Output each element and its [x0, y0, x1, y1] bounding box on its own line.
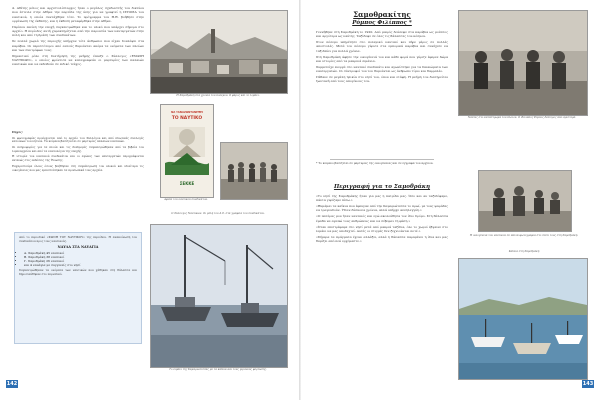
list-item: • Γ. Σαμοθράκη 26 ναυτικοί [24, 259, 137, 263]
paragraph: Σημαντικό ρόλο στη διατήρηση της μνήμης έπαιξε ο Σύλλογος «ΕΝΩΣΗ ΝΑΥΤΙΚΩΝ», ο οποίος φρόντισε να καταγραφούν οι μαρτυρίες των παλαιών ναυτικών και να εκδοθούν σε ειδικό τεύχος. [12, 53, 144, 67]
info-box-heading: ΝΑΥΛΑ ΣΤΑ ΝΑΥΑΓΙΑ [57, 245, 99, 250]
paragraph: Συμμετείχε ενεργά στο ναυτικό συνδικάτο και αγωνίστηκε για τα δικαιώματα των ναυτεργατών. Οι σύντροφοί του τον θυμούνται ως άνθρωπο τίμιο και θαρραλέο. [316, 64, 448, 74]
town-photo-caption: Η Σαμοθράκη στα χρόνια του πολέμου. Ο φάρος και το λιμάνι. [176, 94, 260, 97]
poster-footer: ΣΕΚΚΕ [179, 181, 195, 186]
paragraph: «Όταν επιστρέφαμε στο νησί μετά από μακριά ταξίδια, όλο το χωριό έβγαινε στο λιμάνι να μας υποδεχτεί. Αυτές οι στιγμές δεν ξεχνιούνται ποτέ.» [316, 224, 448, 233]
family-photo-caption: Η οικογένεια του ναυτικού σε παλιά φωτογραφία στο σπίτι τους στη Σαμοθράκη. [469, 234, 579, 237]
paragraph: «Σήμερα τα πράγματα έχουν αλλάξει, αλλά η θάλασσα παραμένει η ίδια και μας θυμίζει από πού ερχόμαστε.» [316, 234, 448, 244]
page-gutter [299, 0, 301, 400]
page-number-left: 142 [6, 381, 18, 387]
footnote-paragraph: Οι φωτογραφίες προέρχονται από το αρχείο του Συλλόγου και από ιδιωτικές συλλογές κατοίκων του νησιού. Τα κείμενα βασίζονται σε μαρτυρίες παλαιών ναυτικών. [12, 135, 144, 144]
paragraph: «Θυμάμαι τα καΐκια που έφευγαν από την Καμαριώτισσα το πρωί, με τους ψαράδες να τραγουδούν. Ήταν δύσκολα χρόνια, αλλά υπήρχε αλληλεγγύη.» [316, 204, 448, 213]
sailors-photo-image [459, 11, 587, 115]
list-item: • Α. Σαμοθράκη 45 ναυτικοί [24, 251, 137, 255]
group-photo-image [221, 143, 287, 199]
paragraph: Σε πολλά χωριά της περιοχής υπήρχαν τότε άνθρωποι που είχαν δουλέψει στα καράβια. Οι περισσότεροι από αυτούς θυμούνται ακόμα τα ονόματα των πλοίων και των συντρόφων τους. [12, 39, 144, 52]
footnote-paragraph: Οι πληροφορίες για τα πλοία και τις διαδρομές συγκεντρώθηκαν από τα βιβλία του λιμεναρχείου και από τα ναυτολόγια της εποχής. [12, 144, 144, 153]
paragraph: Γεννήθηκε στη Σαμοθράκη το 1920. Από μικρός δούλεψε στα καράβια ως μούτσος και αργότερα ως ναύτης. Ταξίδεψε σε όλες τις θάλασσες του κόσμου. [316, 30, 448, 39]
footnote-heading: Πηγές: [12, 131, 23, 134]
article-body [316, 30, 448, 154]
article-subtitle: Ρόμπος Φιλίππος * [352, 20, 412, 26]
town-photo [150, 10, 288, 94]
info-box-footer: Συγκεντρώθηκαν τα ονόματα των ναυτικών που χάθηκαν στη θάλασσα και δημοσιεύθηκαν στο περιοδικό. [19, 268, 137, 277]
harbour-photo-caption: Το λιμάνι της Καμαριώτισσας με τα καΐκια και τους γερανούς φόρτωσης. [169, 368, 267, 371]
article-footnote [316, 162, 448, 178]
boats-photo-image [459, 259, 587, 379]
harbour-photo [150, 224, 288, 368]
union-group-photo [220, 142, 288, 200]
footnote-paragraph: Η ιστορία του ναυτικού συνδικάτου και οι αγώνες των ναυτεργατών περιγράφονται εκτενώς στις εκδόσεις της Ένωσης. [12, 154, 144, 163]
poster-title: ΤΟ ΝΑΥΤΙΚΟ [171, 116, 203, 121]
paragraph: «Ο πατέρας μου ήταν ναυτικός και εγώ ακολούθησα τον ίδιο δρόμο. Στη θάλασσα έμαθα να αγαπώ τους ανθρώπους και να σέβομαι τη φύση.» [316, 214, 448, 223]
paragraph: «Το νησί της Σαμοθράκης ήταν για μας η πατρίδα μας. Όσο και αν ταξιδέψαμε, πάντα γυρίζαμε πίσω.» [316, 194, 448, 203]
family-photo [478, 170, 572, 232]
info-box-note: Από το περιοδικό «ΦΩΝΗ ΤΟΥ ΝΑΥΤΙΚΟΥ» της περιόδου. Η ανακοίνωση του συνδικάτου προς τους ναυτικούς. [19, 235, 137, 243]
boats-photo [458, 258, 588, 380]
list-item: • και 4 ναυάγια με συγγενείς στο νησί [24, 263, 137, 267]
section-divider [330, 159, 434, 160]
paragraph: Δ. Αθέτης μέλος και αρχιστολίσταρχος ήταν ο μεγάλος σχεδιαστής του δικτύου που έστειλε στην Αθήνα την παρτίδα της ύλης για να γραφτεί η ΙΣΤΟΡΙΑ του ναυτικού, η οποία συντάχθηκε τότε. Το πρόγραμμα του Θ.Θ. βοήθησε στην οργάνωση της έκθεσης, και η έκθεση μεταφέρθηκε στην Αθήνα. [12, 6, 144, 23]
sailors-photo-caption: Ναύτες στο κατάστρωμα του πλοίου. Ο Φίλιππος Ρόμπος δεύτερος από αριστερά. [467, 116, 577, 119]
info-box [14, 232, 142, 344]
left-footnotes [12, 131, 144, 227]
paragraph: Πέθανε σε μεγάλη ηλικία στο νησί του, όπου και ετάφη. Η μνήμη του διατηρείται ζωντανή από τους απογόνους του. [316, 75, 448, 84]
paragraph: Στη Σαμοθράκη άφησε την οικογένειά του και κάθε φορά που γύριζε έφερνε δώρα και ιστορίες από τα μακρινά λιμάνια. [316, 54, 448, 63]
sailors-photo [458, 10, 588, 116]
poster-slogan: ΝΑ ΞΑΝΑΖΩΝΤΑΝΕΨΕΙ [171, 111, 203, 114]
boats-photo-caption: Καΐκια στη Σαμοθράκη [508, 250, 540, 253]
poster-caption: Αφίσα του ναυτικού συνδικάτου. [164, 198, 208, 201]
list-item: • Β. Σαμοθράκη 38 ναυτικοί [24, 255, 137, 259]
section-heading: Περιγραφή για το Σαμοθράκη [333, 184, 431, 190]
article-title: Σαμοθρακίτης [353, 10, 411, 19]
harbour-photo-image [151, 225, 287, 367]
paragraph: Στον πόλεμο υπηρέτησε στο πολεμικό ναυτικό και πήρε μέρος σε πολλές αποστολές. Μετά τον πόλεμο γύρισε στα εμπορικά καράβια και συνέχισε να ταξιδεύει για πολλά χρόνια. [316, 40, 448, 53]
group-photo-caption: Ο Σύλλογος Ναυτικών. Οι μέλη του Δ.Σ. στα γραφεία του συνδικάτου. [171, 212, 265, 215]
footnote-text: * Το κείμενο βασίζεται σε μαρτυρίες της οικογένειας και σε έγγραφα του αρχείου. [316, 162, 434, 165]
paragraph: Περίπου εκείνη την εποχή συγκεντρώθηκε και το υλικό που υπάρχει σήμερα στο αρχείο. Η περίοδος αυτή χαρακτηρίζεται από την παρουσία των ναυτεργατών στην πόλη και από τη δράση των συνδικάτων. [12, 24, 144, 38]
testimonies-text [316, 194, 448, 378]
union-poster [160, 104, 214, 198]
footnote-paragraph: Ευχαριστούμε όλους όσους βοήθησαν στη συγκέντρωση του υλικού και ιδιαίτερα τις οικογένειες που μας εμπιστεύτηκαν τα προσωπικά τους αρχεία. [12, 163, 144, 172]
left-intro-text [12, 6, 144, 128]
town-photo-image [151, 11, 287, 93]
page-number-right: 143 [582, 381, 594, 387]
family-photo-image [479, 171, 571, 231]
info-box-list [19, 251, 137, 267]
